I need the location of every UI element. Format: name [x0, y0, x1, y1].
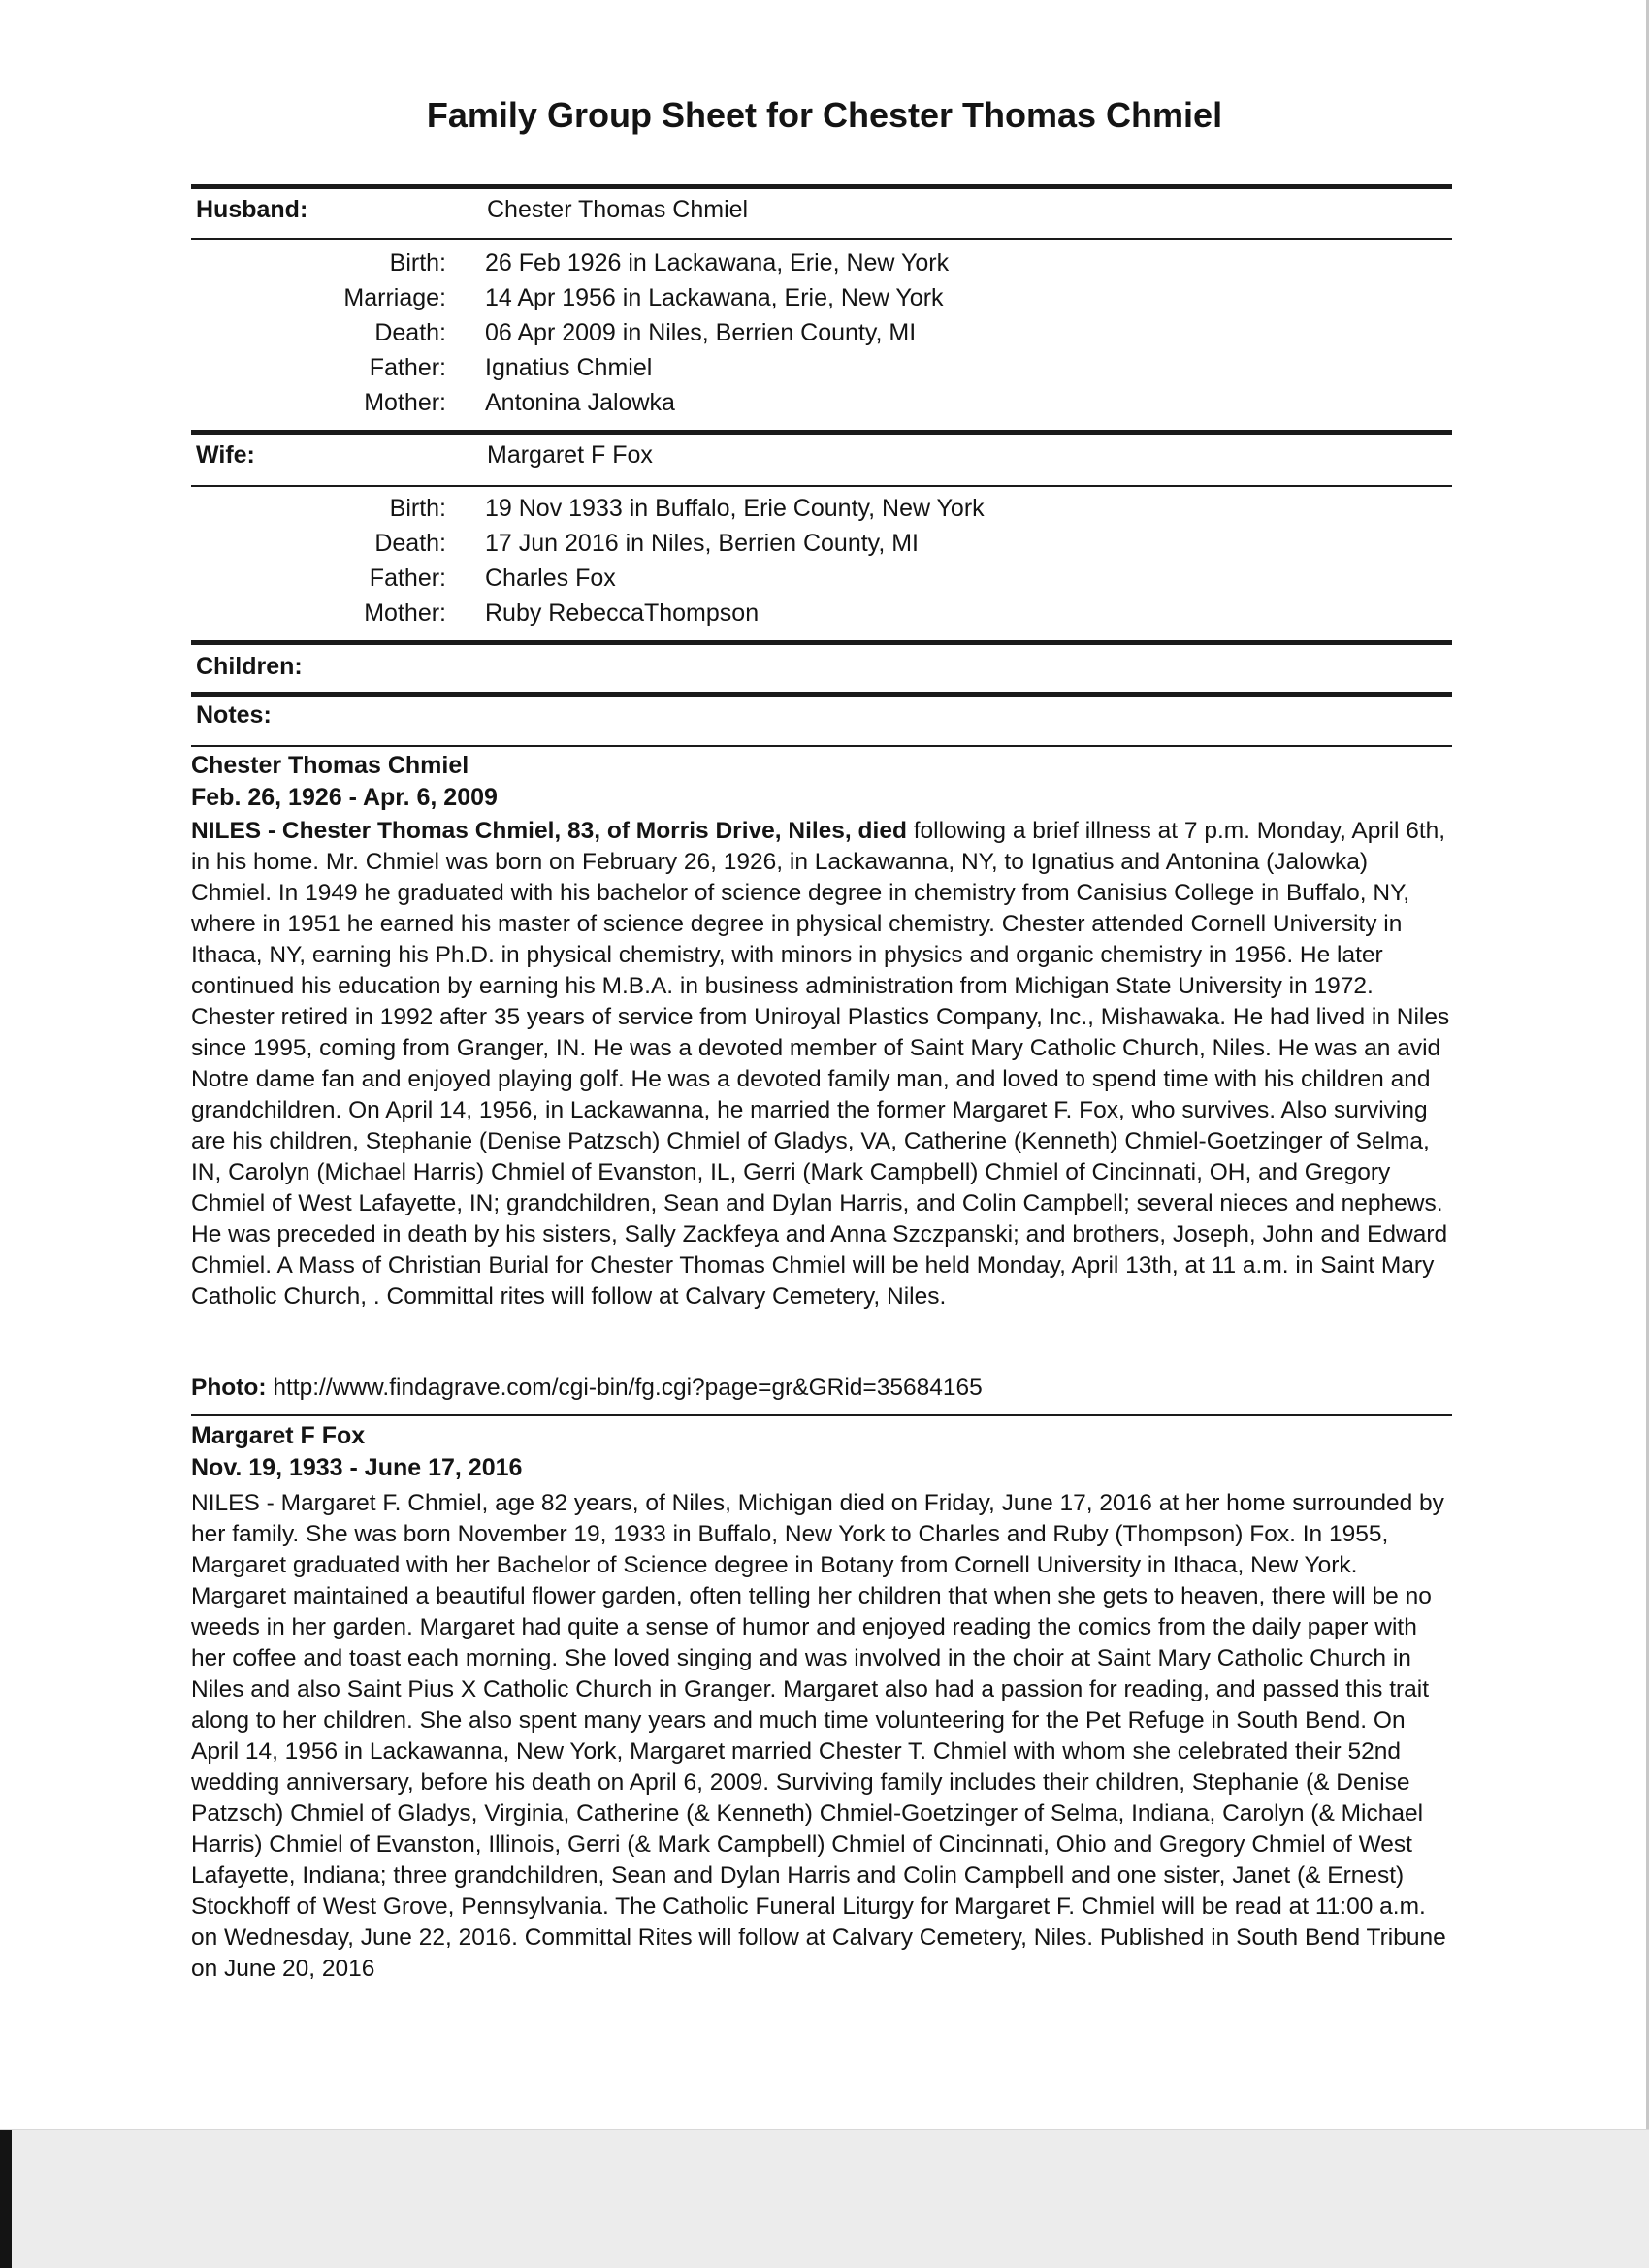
husband-name: Chester Thomas Chmiel — [487, 196, 749, 223]
wife-name: Margaret F Fox — [487, 441, 653, 469]
scan-bottom-margin — [0, 2130, 1649, 2268]
scan-corner-shadow — [0, 2130, 12, 2268]
wife-birth-label: Birth: — [389, 495, 446, 522]
section-rule — [191, 692, 1452, 697]
note-name: Margaret F Fox — [191, 1422, 366, 1449]
note-dates: Feb. 26, 1926 - Apr. 6, 2009 — [191, 784, 498, 811]
children-section-label: Children: — [196, 653, 303, 680]
husband-birth-value: 26 Feb 1926 in Lackawana, Erie, New York — [485, 249, 950, 276]
section-rule — [191, 184, 1452, 189]
husband-section-label: Husband: — [196, 196, 308, 223]
section-divider — [191, 485, 1452, 487]
section-divider — [191, 238, 1452, 240]
wife-father-value: Charles Fox — [485, 565, 616, 592]
wife-section-label: Wife: — [196, 441, 255, 469]
husband-mother-label: Mother: — [364, 389, 446, 416]
husband-father-value: Ignatius Chmiel — [485, 354, 653, 381]
wife-father-label: Father: — [369, 565, 446, 592]
note-name: Chester Thomas Chmiel — [191, 752, 469, 779]
section-divider — [191, 745, 1452, 747]
husband-death-label: Death: — [374, 319, 446, 346]
section-rule — [191, 640, 1452, 645]
husband-father-label: Father: — [369, 354, 446, 381]
husband-death-value: 06 Apr 2009 in Niles, Berrien County, MI — [485, 319, 917, 346]
husband-birth-label: Birth: — [389, 249, 446, 276]
photo-label: Photo: — [191, 1375, 267, 1401]
wife-birth-value: 19 Nov 1933 in Buffalo, Erie County, New York — [485, 495, 985, 522]
section-divider — [191, 1414, 1452, 1416]
obituary-body: following a brief illness at 7 p.m. Monday, April 6th, in his home. Mr. Chmiel was born on February 26, 1926, in Lackawanna, NY, to Ignatius and Antonina (Jalowka) Chmiel. In 1949 he graduated with his bachelor of science degree in chemistry from Canisius College in Buffalo, NY, where in 1951 he earned his master of science degree in physical chemistry. Chester attended Cornell University in Ithaca, NY, earning his Ph.D. in physical chemistry, with minors in physics and organic chemistry in 1956. He later continued his education by earning his M.B.A. in business administration from Michigan State University in 1972. Chester retired in 1992 after 35 years of service from Uniroyal Plastics Company, Inc., Mishawaka. He had lived in Niles since 1995, coming from Granger, IN. He was a devoted member of Saint Mary Catholic Church, Niles. He was an avid Notre dame fan and enjoyed playing golf. He was a devoted family man, and loved to spend time with his children and grandchildren. On April 14, 1956, in Lackawanna, he married the former Margaret F. Fox, who survives. Also surviving are his children, Stephanie (Denise Patzsch) Chmiel of Gladys, VA, Catherine (Kenneth) Chmiel-Goetzinger of Selma, IN, Carolyn (Michael Harris) Chmiel of Evanston, IL, Gerri (Mark Campbell) Chmiel of Cincinnati, OH, and Gregory Chmiel of West Lafayette, IN; grandchildren, Sean and Dylan Harris, and Colin Campbell; several nieces and nephews. He was preceded in death by his sisters, Sally Zackfeya and Anna Szczpanski; and brothers, Joseph, John and Edward Chmiel. A Mass of Christian Burial for Chester Thomas Chmiel will be held Monday, April 13th, at 11 a.m. in Saint Mary Catholic Church, . Committal rites will follow at Calvary Cemetery, Niles. — [191, 818, 1450, 1310]
wife-death-label: Death: — [374, 530, 446, 557]
photo-url: http://www.findagrave.com/cgi-bin/fg.cgi?page=gr&GRid=35684165 — [266, 1375, 983, 1401]
note-dates: Nov. 19, 1933 - June 17, 2016 — [191, 1454, 523, 1481]
obituary-text: NILES - Margaret F. Chmiel, age 82 years, of Niles, Michigan died on Friday, June 17, 2016 at her home surrounded by her family. She was born November 19, 1933 in Buffalo, New York to Charles and Ruby (Thompson) Fox. In 1955, Margaret graduated with her Bachelor of Science degree in Botany from Cornell University in Ithaca, New York. Margaret maintained a beautiful flower garden, often telling her children that when she gets to heaven, there will be no weeds in her garden. Margaret had quite a sense of humor and enjoyed reading the comics from the daily paper with her coffee and toast each morning. She loved singing and was involved in the choir at Saint Mary Catholic Church in Niles and also Saint Pius X Catholic Church in Granger. Margaret also had a passion for reading, and passed this trait along to her children. She also spent many years and much time volunteering for the Pet Refuge in South Bend. On April 14, 1956 in Lackawanna, New York, Margaret married Chester T. Chmiel with whom she celebrated their 52nd wedding anniversary, before his death on April 6, 2009. Surviving family includes their children, Stephanie (& Denise Patzsch) Chmiel of Gladys, Virginia, Catherine (& Kenneth) Chmiel-Goetzinger of Selma, Indiana, Carolyn (& Michael Harris) Chmiel of Evanston, Illinois, Gerri (& Mark Campbell) Chmiel of Cincinnati, Ohio and Gregory Chmiel of West Lafayette, Indiana; three grandchildren, Sean and Dylan Harris and Colin Campbell and one sister, Janet (& Ernest) Stockhoff of West Grove, Pennsylvania. The Catholic Funeral Liturgy for Margaret F. Chmiel will be read at 11:00 a.m. on Wednesday, June 22, 2016. Committal Rites will follow at Calvary Cemetery, Niles. Published in South Bend Tribune on June 20, 2016 — [191, 1490, 1446, 1982]
photo-link-line — [191, 1375, 983, 1402]
notes-section-label: Notes: — [196, 701, 272, 729]
obituary-lead: NILES - Chester Thomas Chmiel, 83, of Morris Drive, Niles, died — [191, 818, 907, 844]
section-rule — [191, 430, 1452, 435]
husband-mother-value: Antonina Jalowka — [485, 389, 675, 416]
husband-marriage-label: Marriage: — [343, 284, 446, 311]
husband-marriage-value: 14 Apr 1956 in Lackawana, Erie, New York — [485, 284, 944, 311]
wife-death-value: 17 Jun 2016 in Niles, Berrien County, MI — [485, 530, 919, 557]
wife-mother-value: Ruby RebeccaThompson — [485, 599, 760, 627]
page-title: Family Group Sheet for Chester Thomas Chmiel — [426, 95, 1223, 135]
obituary-text — [191, 816, 1452, 1312]
wife-mother-label: Mother: — [364, 599, 446, 627]
